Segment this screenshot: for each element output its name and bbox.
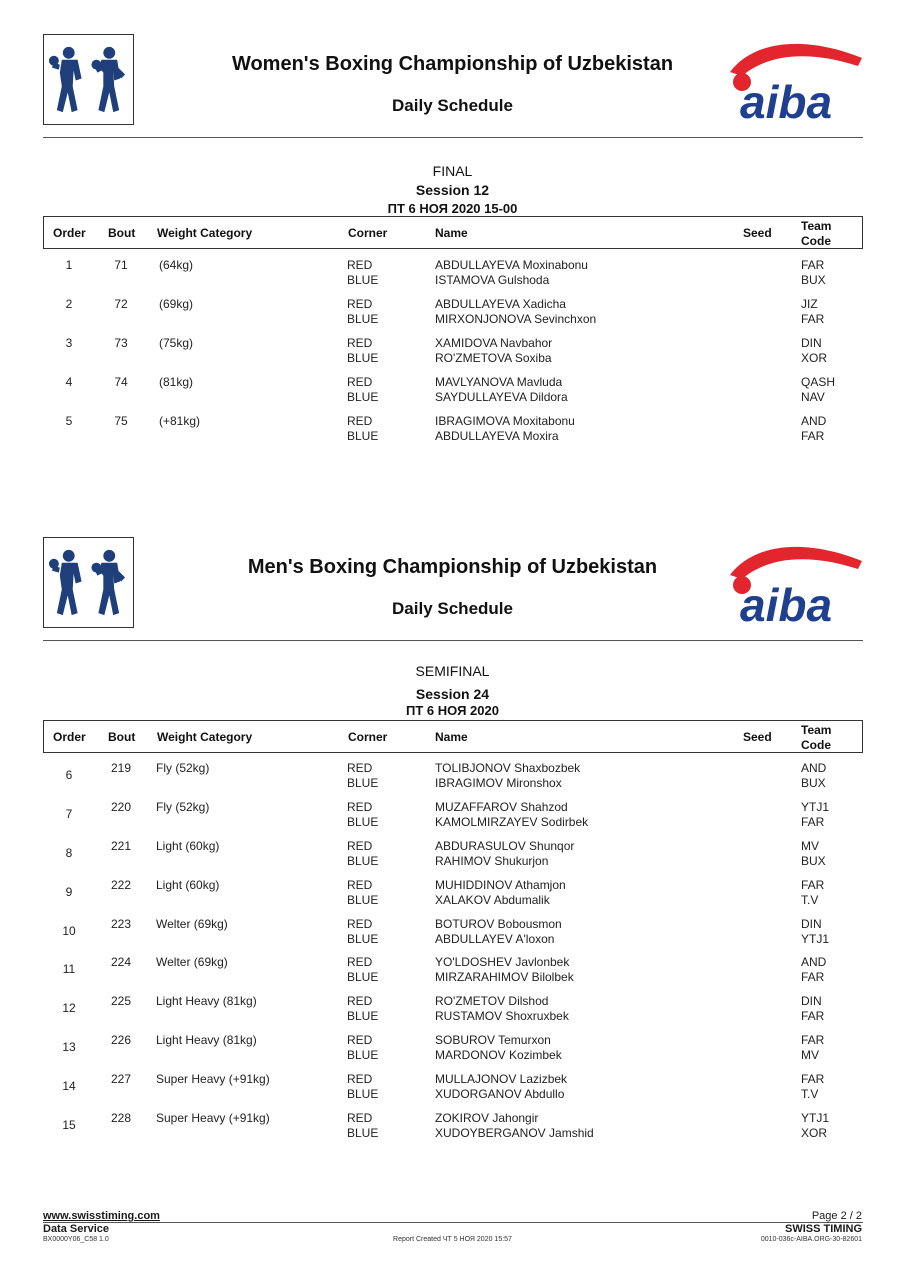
team-cell: AND FAR [801,955,827,985]
corner-cell: RED BLUE [347,761,379,790]
header-divider [43,137,863,138]
order-cell: 10 [62,923,76,938]
session-label: Session 12 [415,182,490,198]
phase-label: SEMIFINAL [415,663,490,679]
swiss-timing-label: SWISS TIMING [785,1223,862,1235]
order-cell: 2 [65,296,73,311]
daily-schedule-subtitle: Daily Schedule [392,599,513,618]
weight-cell: Welter (69kg) [156,916,228,931]
order-cell: 3 [65,335,73,350]
header-name: Name [435,730,468,744]
table-row [0,258,905,297]
bout-cell: 222 [110,877,132,892]
bout-cell: 221 [110,838,132,853]
bout-cell: 224 [110,955,132,970]
page-number: Page 2 / 2 [811,1210,862,1222]
team-cell: AND BUX [801,761,827,790]
order-cell: 14 [62,1079,76,1094]
name-cell: TOLIBJONOV Shaxbozbek IBRAGIMOV Mironshox [435,761,581,790]
name-cell: ZOKIROV Jahongir XUDOYBERGANOV Jamshid [435,1111,594,1141]
bout-cell: 219 [110,761,132,775]
order-cell: 4 [65,374,73,389]
corner-cell: RED BLUE [347,374,379,404]
team-cell: MV BUX [801,838,826,868]
weight-cell: Super Heavy (+91kg) [156,1072,270,1087]
bout-cell: 75 [114,413,128,428]
corner-cell: RED BLUE [347,258,379,287]
team-cell: FAR BUX [801,258,826,287]
bout-cell: 228 [110,1111,132,1126]
corner-cell: RED BLUE [347,994,379,1024]
corner-cell: RED BLUE [347,1111,379,1141]
corner-cell: RED BLUE [347,877,379,907]
order-cell: 5 [65,413,73,428]
table-row [0,839,905,878]
aiba-logo [722,36,867,124]
session-label: Session 24 [415,686,490,702]
aiba-logo-text: aiba [740,76,833,124]
weight-cell: (75kg) [159,335,194,350]
team-cell: FAR T.V [801,877,825,907]
name-cell: SOBUROV Temurxon MARDONOV Kozimbek [435,1033,562,1063]
header-weight: Weight Category [157,226,253,240]
weight-cell: (69kg) [159,296,194,311]
order-cell: 6 [65,768,73,782]
bout-list [0,761,905,1150]
corner-cell: RED BLUE [347,838,379,868]
team-cell: DIN YTJ1 [801,916,830,946]
corner-cell: RED BLUE [347,296,379,326]
women-schedule-section [0,0,905,500]
corner-cell: RED BLUE [347,955,379,985]
document-code: 0010-036c-AIBA.ORG-30-82601 [760,1236,862,1243]
order-cell: 1 [65,258,73,272]
header-name: Name [435,226,468,240]
bout-cell: 226 [110,1033,132,1048]
name-cell: XAMIDOVA Navbahor RO'ZMETOVA Soxiba [435,335,553,365]
corner-cell: RED BLUE [347,799,379,829]
weight-cell: Fly (52kg) [156,799,210,814]
table-row [0,414,905,453]
name-cell: BOTUROV Bobousmon ABDULLAYEV A'loxon [435,916,562,946]
header-order: Order [53,226,86,240]
team-cell: YTJ1 XOR [801,1111,830,1141]
daily-schedule-subtitle: Daily Schedule [392,96,513,115]
header-corner: Corner [348,226,388,240]
bout-cell: 223 [110,916,132,931]
name-cell: ABDULLAYEVA Moxinabonu ISTAMOVA Gulshoda [435,258,588,287]
name-cell: MUHIDDINOV Athamjon XALAKOV Abdumalik [435,877,566,907]
bout-cell: 72 [114,296,128,311]
name-cell: RO'ZMETOV Dilshod RUSTAMOV Shoxruxbek [435,994,569,1024]
session-date: ПТ 6 НОЯ 2020 [406,703,499,718]
bout-cell: 225 [110,994,132,1009]
weight-cell: (+81kg) [159,413,201,428]
table-row [0,375,905,414]
table-header [43,216,863,249]
order-cell: 11 [62,962,76,977]
header-team-code: Team Code [801,723,832,752]
report-code: BX0000Y06_C58 1.0 [43,1236,109,1243]
order-cell: 15 [62,1118,76,1133]
name-cell: ABDULLAYEVA Xadicha MIRXONJONOVA Sevinchxon [435,296,597,326]
aiba-logo-text: aiba [740,579,833,627]
name-cell: YO'LDOSHEV Javlonbek MIRZARAHIMOV Bilolbek [435,955,574,985]
team-cell: AND FAR [801,413,827,443]
name-cell: MUZAFFAROV Shahzod KAMOLMIRZAYEV Sodirbek [435,799,589,829]
weight-cell: Light (60kg) [156,838,220,853]
table-row [0,336,905,375]
header-corner: Corner [348,730,388,744]
header-bout: Bout [108,226,136,240]
weight-cell: (64kg) [159,258,194,272]
table-row [0,800,905,839]
table-row [0,1033,905,1072]
corner-cell: RED BLUE [347,1072,379,1102]
aiba-swoosh-icon [730,44,862,76]
team-cell: DIN FAR [801,994,825,1024]
aiba-logo [722,539,867,627]
session-date: ПТ 6 НОЯ 2020 15-00 [387,201,518,216]
header-order: Order [53,730,86,744]
weight-cell: (81kg) [159,374,194,389]
table-row [0,994,905,1033]
table-row [0,1072,905,1111]
order-cell: 12 [62,1001,76,1016]
table-row [0,878,905,917]
corner-cell: RED BLUE [347,335,379,365]
championship-title: Women's Boxing Championship of Uzbekistan [231,53,674,75]
corner-cell: RED BLUE [347,413,379,443]
bout-cell: 74 [114,374,128,389]
team-cell: FAR T.V [801,1072,825,1102]
weight-cell: Light Heavy (81kg) [156,994,257,1009]
order-cell: 7 [65,806,73,821]
table-row [0,1111,905,1150]
team-cell: QASH NAV [801,374,836,404]
header-bout: Bout [108,730,136,744]
report-created: Report Created ЧТ 5 НОЯ 2020 15:57 [393,1236,512,1243]
weight-cell: Welter (69kg) [156,955,228,970]
header-divider [43,640,863,641]
name-cell: IBRAGIMOVA Moxitabonu ABDULLAYEVA Moxira [435,413,575,443]
corner-cell: RED BLUE [347,916,379,946]
table-row [0,955,905,994]
bout-cell: 227 [110,1072,132,1087]
name-cell: MAVLYANOVA Mavluda SAYDULLAYEVA Dildora [435,374,568,404]
table-header [43,720,863,753]
header-seed: Seed [743,226,772,240]
swisstiming-link[interactable]: www.swisstiming.com [43,1210,160,1222]
order-cell: 13 [62,1040,76,1055]
footer-divider [43,1222,863,1223]
corner-cell: RED BLUE [347,1033,379,1063]
name-cell: MULLAJONOV Lazizbek XUDORGANOV Abdullo [435,1072,568,1102]
weight-cell: Light (60kg) [156,877,220,892]
order-cell: 8 [65,845,73,860]
header-team-code: Team Code [801,219,832,248]
table-row [0,761,905,800]
team-cell: YTJ1 FAR [801,799,830,829]
men-schedule-section [0,503,905,1183]
bout-cell: 220 [110,799,132,814]
weight-cell: Super Heavy (+91kg) [156,1111,270,1126]
team-cell: FAR MV [801,1033,825,1063]
header-weight: Weight Category [157,730,253,744]
weight-cell: Fly (52kg) [156,761,210,775]
table-row [0,297,905,336]
weight-cell: Light Heavy (81kg) [156,1033,257,1048]
bout-cell: 71 [114,258,128,272]
bout-cell: 73 [114,335,128,350]
championship-title: Men's Boxing Championship of Uzbekistan [247,556,658,578]
order-cell: 9 [65,884,73,899]
phase-label: FINAL [432,163,473,179]
data-service-label: Data Service [43,1223,110,1235]
team-cell: DIN XOR [801,335,828,365]
table-row [0,917,905,956]
bout-list [0,258,905,452]
aiba-swoosh-icon [730,547,862,579]
header-seed: Seed [743,730,772,744]
name-cell: ABDURASULOV Shunqor RAHIMOV Shukurjon [435,838,575,868]
team-cell: JIZ FAR [801,296,825,326]
